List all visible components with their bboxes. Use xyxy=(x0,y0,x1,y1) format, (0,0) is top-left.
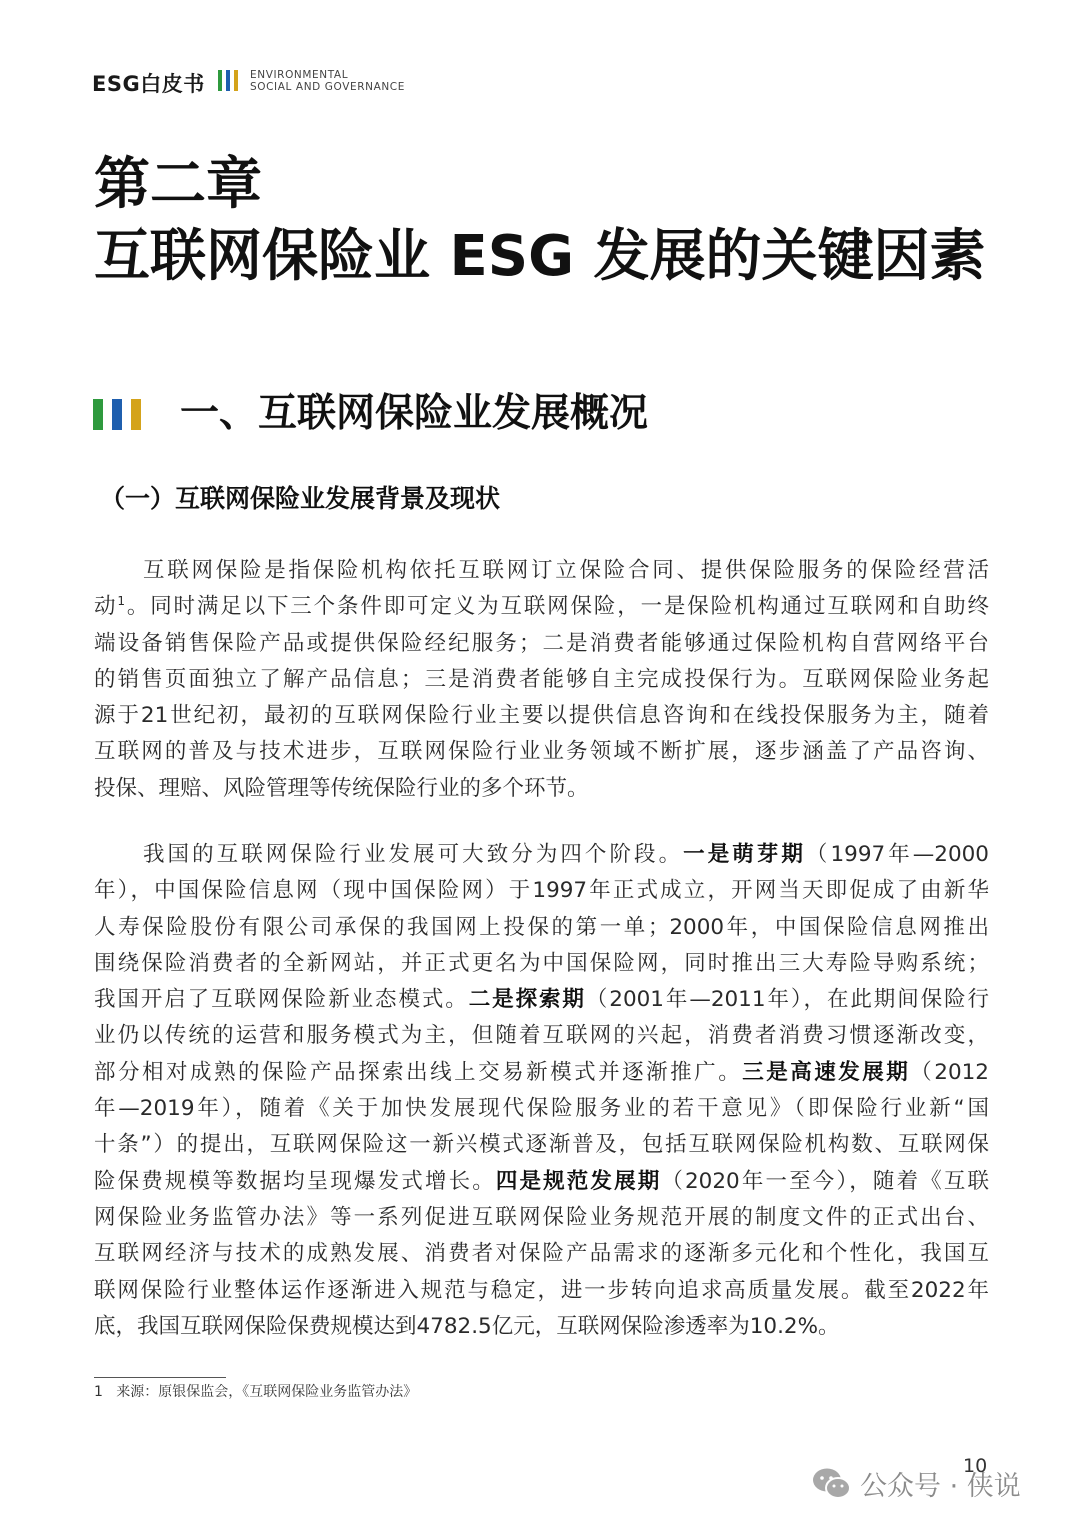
footnote xyxy=(94,1382,417,1402)
green-bar xyxy=(93,399,103,430)
stage-label: 三是高速发展期 xyxy=(742,1059,911,1085)
watermark-label: 公众号 · 侠说 xyxy=(860,1471,1021,1502)
brand-bars-icon xyxy=(218,70,238,91)
chapter-title: 互联网保险业 ESG 发展的关键因素 xyxy=(94,224,986,289)
stage-label: 四是规范发展期 xyxy=(495,1168,662,1194)
brand-subtitle-line2: SOCIAL AND GOVERNANCE xyxy=(250,81,405,93)
paragraph-1 xyxy=(94,553,989,807)
gold-bar xyxy=(131,399,141,430)
brand-title: ESG白皮书 xyxy=(92,72,205,96)
watermark xyxy=(812,1464,1021,1503)
text-span: 险保费规模等数据均呈现爆发式增长。 xyxy=(94,1168,496,1194)
stage-label: 二是探索期 xyxy=(468,987,586,1013)
footnote-divider xyxy=(94,1377,226,1378)
wechat-icon xyxy=(812,1467,852,1501)
text-line xyxy=(94,1055,989,1091)
footnote-text: 来源：原银保监会，《互联网保险业务监管办法》 xyxy=(116,1384,418,1400)
text-line xyxy=(94,1164,989,1200)
text-line: 互联网经济与技术的成熟发展、消费者对保险产品需求的逐渐多元化和个性化，我国互 xyxy=(94,1241,989,1267)
text-line: 底，我国互联网保险保费规模达到4782.5亿元，互联网保险渗透率为10.2%。 xyxy=(94,1313,840,1339)
text-span: 我国开启了互联网保险新业态模式。 xyxy=(94,987,469,1013)
footnote-number: 1 xyxy=(94,1384,103,1400)
text-line: 互联网的普及与技术进步，互联网保险行业业务领域不断扩展，逐步涵盖了产品咨询、 xyxy=(94,739,989,765)
text-line: 业仍以传统的运营和服务模式为主，但随着互联网的兴起，消费者消费习惯逐渐改变， xyxy=(94,1023,989,1049)
text-line xyxy=(94,982,989,1018)
brand-subtitle-line1: ENVIRONMENTAL xyxy=(250,69,349,81)
chapter-number: 第二章 xyxy=(94,152,262,217)
text-line: 网保险业务监管办法》等一系列促进互联网保险业务规范开展的制度文件的正式出台、 xyxy=(94,1204,989,1230)
green-bar xyxy=(218,70,222,91)
blue-bar xyxy=(112,399,122,430)
gold-bar xyxy=(234,70,238,91)
stage-label: 一是萌芽期 xyxy=(683,842,806,867)
text-line: 联网保险行业整体运作逐渐进入规范与稳定，进一步转向追求高质量发展。截至2022年 xyxy=(94,1277,989,1303)
text-line: 围绕保险消费者的全新网站，并正式更名为中国保险网，同时推出三大寿险导购系统； xyxy=(94,950,989,976)
page-number: 10 xyxy=(963,1455,988,1477)
text-line: 年），中国保险信息网（现中国保险网）于1997年正式成立，开网当天即促成了由新华 xyxy=(94,878,989,904)
text-span: （2020年一至今），随着《互联 xyxy=(661,1168,989,1194)
subsection-title: （一）互联网保险业发展背景及现状 xyxy=(100,484,501,513)
section-bars-icon xyxy=(93,399,141,430)
footnote-ref[interactable]: 1 xyxy=(117,594,125,609)
text-line: 互联网保险是指保险机构依托互联网订立保险合同、提供保险服务的保险经营活 xyxy=(143,558,989,583)
text-line: 人寿保险股份有限公司承保的我国网上投保的第一单；2000年，中国保险信息网推出 xyxy=(94,914,989,940)
blue-bar xyxy=(226,70,230,91)
brand-subtitle xyxy=(250,69,405,93)
text-line: 源于21世纪初，最初的互联网保险行业主要以提供信息咨询和在线投保服务为主，随着 xyxy=(94,703,989,729)
text-line: 的销售页面独立了解产品信息；三是消费者能够自主完成投保行为。互联网保险业务起 xyxy=(94,666,989,692)
text-line: 投保、理赔、风险管理等传统保险行业的多个环节。 xyxy=(94,775,589,801)
text-span: 我国的互联网保险行业发展可大致分为四个阶段。 xyxy=(143,842,684,867)
text-span: 部分相对成熟的保险产品探索出线上交易新模式并逐渐推广。 xyxy=(94,1059,743,1085)
text-line: 十条”）的提出，互联网保险这一新兴模式逐渐普及，包括互联网保险机构数、互联网保 xyxy=(94,1132,989,1158)
paragraph-2 xyxy=(94,837,989,1345)
section-title: 一、互联网保险业发展概况 xyxy=(180,391,649,436)
text-line: 年—2019年），随着《关于加快发展现代保险服务业的若干意见》（即保险行业新“国 xyxy=(94,1096,989,1122)
text-span: （2001年—2011年），在此期间保险行 xyxy=(585,987,989,1013)
text-line: 端设备销售保险产品或提供保险经纪服务；二是消费者能够通过保险机构自营网络平台 xyxy=(94,630,989,656)
text-line xyxy=(94,589,989,625)
text-line xyxy=(94,837,989,873)
text-span: 动 xyxy=(94,594,118,620)
text-span: （1997年—2000 xyxy=(805,842,989,867)
text-span: 。同时满足以下三个条件即可定义为互联网保险，一是保险机构通过互联网和自助终 xyxy=(125,594,989,620)
text-span: （2012 xyxy=(910,1059,989,1085)
